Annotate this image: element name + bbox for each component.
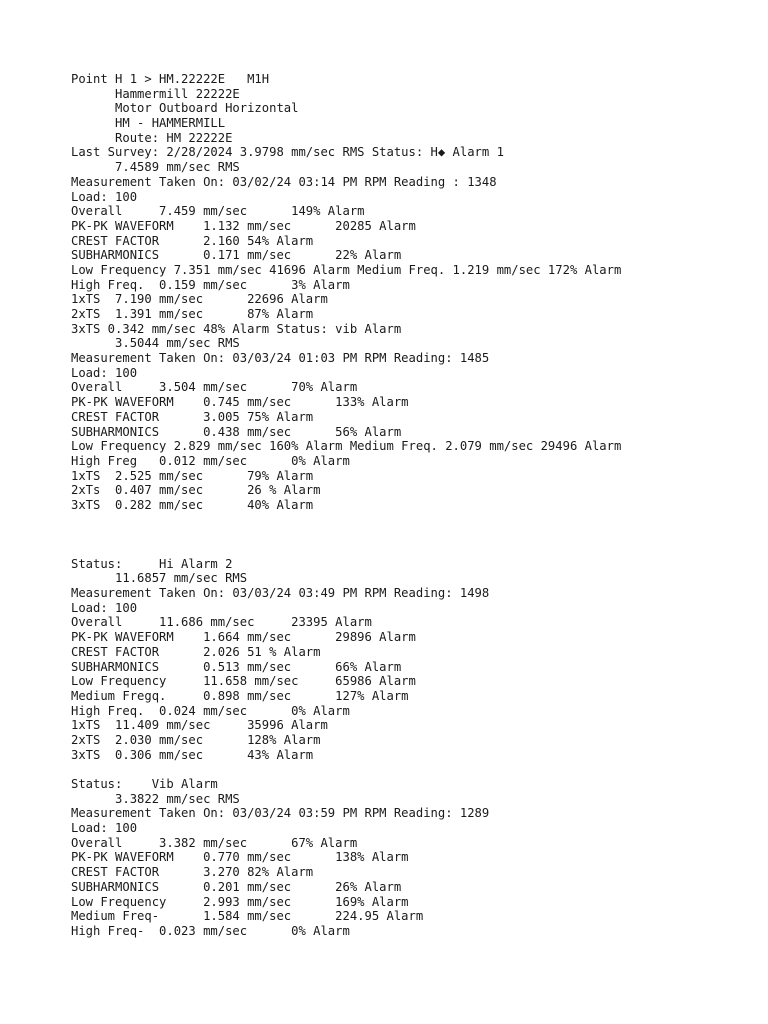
- measurement-taken-line: Measurement Taken On: 03/03/24 01:03 PM RPM Reading: 1485: [71, 351, 490, 366]
- crest-factor-line: CREST FACTOR 2.026 51 % Alarm: [71, 644, 321, 659]
- point-line: Point H 1 > HM.22222E M1H: [71, 72, 270, 86]
- subharmonics-line: SUBHARMONICS 0.201 mm/sec 26% Alarm: [71, 879, 402, 894]
- pk-pk-waveform-line: PK-PK WAVEFORM 0.745 mm/sec 133% Alarm: [71, 395, 409, 410]
- report-page: [71, 72, 751, 939]
- pk-pk-waveform-line: PK-PK WAVEFORM 1.664 mm/sec 29896 Alarm: [71, 630, 416, 645]
- spacer: [71, 527, 751, 542]
- high-frequency-line: High Freq. 0.159 mm/sec 3% Alarm: [71, 277, 350, 292]
- load-line: Load: 100: [71, 189, 138, 204]
- last-survey-line: Last Survey: 2/28/2024 3.9798 mm/sec RMS Status: H◆ Alarm 1: [71, 145, 504, 160]
- crest-factor-line: CREST FACTOR 3.270 82% Alarm: [71, 865, 314, 880]
- measurement-section-3: [71, 557, 751, 763]
- 2xts-line: 2xTs 0.407 mm/sec 26 % Alarm: [71, 483, 321, 498]
- high-frequency-line: High Freg 0.012 mm/sec 0% Alarm: [71, 453, 350, 468]
- measurement-section-2: [71, 336, 751, 512]
- load-line: Load: 100: [71, 365, 138, 380]
- overall-line: Overall 3.504 mm/sec 70% Alarm: [71, 380, 358, 395]
- spacer: [71, 762, 751, 777]
- load-line: Load: 100: [71, 821, 138, 836]
- 3xts-line: 3xTS 0.306 mm/sec 43% Alarm: [71, 747, 314, 762]
- rms-value: 7.4589 mm/sec RMS: [71, 160, 240, 175]
- measurement-section-4: [71, 777, 751, 939]
- rms-value: 3.3822 mm/sec RMS: [71, 791, 240, 806]
- location-name: Motor Outboard Horizontal: [71, 101, 299, 116]
- medium-frequency-line: Medium Freq- 1.584 mm/sec 224.95 Alarm: [71, 909, 424, 924]
- 1xts-line: 1xTS 7.190 mm/sec 22696 Alarm: [71, 292, 328, 307]
- load-line: Load: 100: [71, 600, 138, 615]
- medium-frequency-line: Medium Fregq. 0.898 mm/sec 127% Alarm: [71, 688, 409, 703]
- pk-pk-waveform-line: PK-PK WAVEFORM 0.770 mm/sec 138% Alarm: [71, 850, 409, 865]
- low-medium-frequency-line: Low Frequency 2.829 mm/sec 160% Alarm Medium Freq. 2.079 mm/sec 29496 Alarm: [71, 439, 622, 454]
- high-frequency-line: High Freq. 0.024 mm/sec 0% Alarm: [71, 703, 350, 718]
- overall-line: Overall 3.382 mm/sec 67% Alarm: [71, 835, 358, 850]
- 3xts-status-line: 3xTS 0.342 mm/sec 48% Alarm Status: vib Alarm: [71, 321, 402, 336]
- low-medium-frequency-line: Low Frequency 7.351 mm/sec 41696 Alarm Medium Freq. 1.219 mm/sec 172% Alarm: [71, 262, 622, 277]
- machine-name: Hammermill 22222E: [71, 86, 240, 101]
- subharmonics-line: SUBHARMONICS 0.171 mm/sec 22% Alarm: [71, 248, 402, 263]
- subharmonics-line: SUBHARMONICS 0.438 mm/sec 56% Alarm: [71, 424, 402, 439]
- low-frequency-line: Low Frequency 11.658 mm/sec 65986 Alarm: [71, 674, 416, 689]
- spacer: [71, 513, 751, 528]
- rms-value: 3.5044 mm/sec RMS: [71, 336, 240, 351]
- measurement-taken-line: Measurement Taken On: 03/02/24 03:14 PM RPM Reading : 1348: [71, 174, 497, 189]
- low-frequency-line: Low Frequency 2.993 mm/sec 169% Alarm: [71, 894, 409, 909]
- measurement-taken-line: Measurement Taken On: 03/03/24 03:59 PM RPM Reading: 1289: [71, 806, 490, 821]
- status-line: Status: Vib Alarm: [71, 777, 218, 791]
- rms-value: 11.6857 mm/sec RMS: [71, 571, 248, 586]
- route-name: Route: HM 22222E: [71, 130, 233, 145]
- 2xts-line: 2xTS 1.391 mm/sec 87% Alarm: [71, 307, 314, 321]
- 3xts-line: 3xTS 0.282 mm/sec 40% Alarm: [71, 497, 314, 512]
- report-header: [71, 72, 751, 160]
- 2xts-line: 2xTS 2.030 mm/sec 128% Alarm: [71, 732, 321, 747]
- overall-line: Overall 7.459 mm/sec 149% Alarm: [71, 204, 365, 219]
- measurement-taken-line: Measurement Taken On: 03/03/24 03:49 PM RPM Reading: 1498: [71, 586, 490, 601]
- high-frequency-line: High Freq- 0.023 mm/sec 0% Alarm: [71, 923, 350, 938]
- crest-factor-line: CREST FACTOR 3.005 75% Alarm: [71, 409, 314, 424]
- area-name: HM - HAMMERMILL: [71, 116, 226, 131]
- measurement-section-1: [71, 160, 751, 336]
- status-line: Status: Hi Alarm 2: [71, 556, 233, 571]
- spacer: [71, 542, 751, 557]
- pk-pk-waveform-line: PK-PK WAVEFORM 1.132 mm/sec 20285 Alarm: [71, 218, 416, 233]
- crest-factor-line: CREST FACTOR 2.160 54% Alarm: [71, 233, 314, 248]
- subharmonics-line: SUBHARMONICS 0.513 mm/sec 66% Alarm: [71, 659, 402, 674]
- overall-line: Overall 11.686 mm/sec 23395 Alarm: [71, 615, 372, 630]
- 1xts-line: 1xTS 2.525 mm/sec 79% Alarm: [71, 468, 314, 483]
- 1xts-line: 1xTS 11.409 mm/sec 35996 Alarm: [71, 718, 328, 733]
